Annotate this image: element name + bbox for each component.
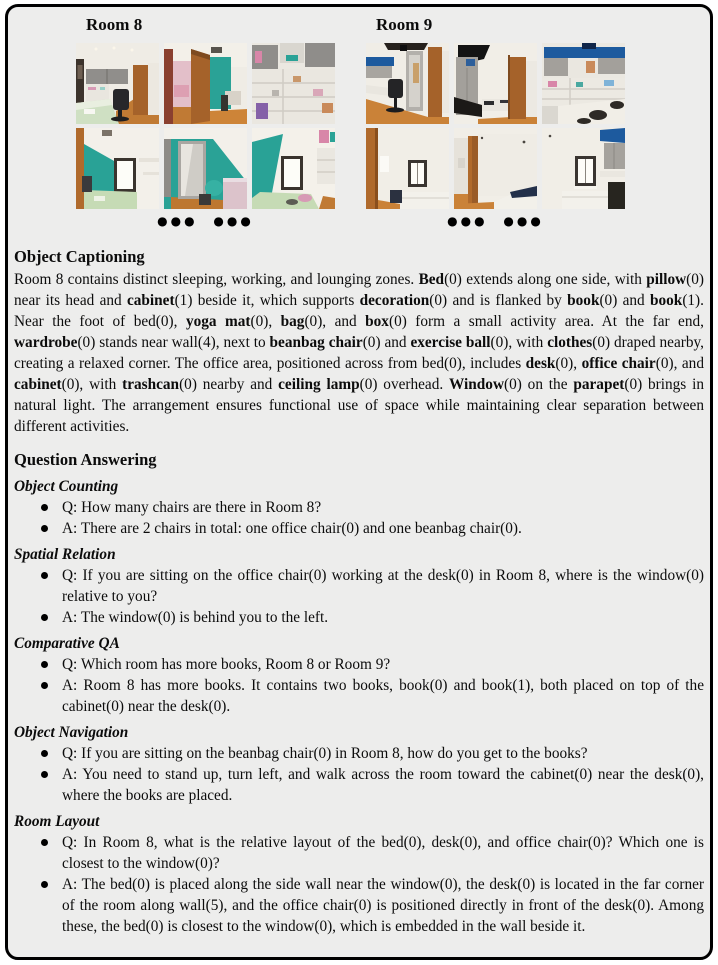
qa-subsection-title: Spatial Relation — [14, 546, 116, 563]
room9-gallery — [366, 15, 625, 228]
figure-panel — [5, 4, 713, 960]
qa-item: Q: If you are sitting on the office chair(0) working at the desk(0) in Room 8, where is the window(0) relative to you? — [14, 565, 704, 607]
room8-photo-2 — [164, 43, 247, 124]
room9-title: Room 9 — [376, 15, 433, 34]
room9-photo-3 — [542, 43, 625, 124]
room9-photo-1 — [366, 43, 449, 124]
room8-photo-6 — [252, 128, 335, 209]
room9-photo-4 — [366, 128, 449, 209]
room9-photo-2 — [454, 43, 537, 124]
qa-item: Q: How many chairs are there in Room 8? — [14, 497, 704, 518]
room8-photo-4 — [76, 128, 159, 209]
room-galleries — [76, 15, 710, 228]
room8-more-photos-indicator: ●●● ●●● — [157, 214, 254, 228]
qa-item: A: Room 8 has more books. It contains two books, book(0) and book(1), both placed on top of the cabinet(0) near the desk(0). — [14, 675, 704, 717]
room9-more-photos-indicator: ●●● ●●● — [447, 214, 544, 228]
room9-photo-6 — [542, 128, 625, 209]
room8-photo-5 — [164, 128, 247, 209]
qa-sections — [14, 476, 704, 937]
object-captioning-heading: Object Captioning — [14, 247, 145, 266]
qa-list — [14, 832, 704, 937]
room8-title: Room 8 — [86, 15, 143, 34]
room9-photo-grid — [366, 43, 625, 209]
qa-list — [14, 565, 704, 628]
room8-photo-1 — [76, 43, 159, 124]
qa-subsection-title: Object Navigation — [14, 724, 129, 741]
qa-item: Q: In Room 8, what is the relative layout of the bed(0), desk(0), and office chair(0)? Which one is closest to the window(0)? — [14, 832, 704, 874]
text-sections — [8, 246, 710, 937]
room8-gallery — [76, 15, 335, 228]
figure-content — [8, 7, 710, 937]
qa-item: A: There are 2 chairs in total: one office chair(0) and one beanbag chair(0). — [14, 518, 704, 539]
qa-item: A: The window(0) is behind you to the left. — [14, 607, 704, 628]
caption-paragraph: Room 8 contains distinct sleeping, working, and lounging zones. Bed(0) extends along one side, with pillow(0) near its head and cabinet(1) beside it, which supports decoration(0) and is flanked by book(0) and book(1). Near the foot of bed(0), yoga mat(0), bag(0), and box(0) form a small activity area. At the far end, wardrobe(0) stands near wall(4), next to beanbag chair(0) and exercise ball(0), with clothes(0) draped nearby, creating a relaxed corner. The office area, positioned across from bed(0), includes desk(0), office chair(0), and cabinet(0), with trashcan(0) nearby and ceiling lamp(0) overhead. Window(0) on the parapet(0) brings in natural light. The arrangement ensures functional use of space while maintaining clear separation between different activities. — [14, 271, 704, 435]
qa-item: Q: Which room has more books, Room 8 or Room 9? — [14, 654, 704, 675]
room8-photo-grid — [76, 43, 335, 209]
qa-item: A: The bed(0) is placed along the side wall near the window(0), the desk(0) is located in the far corner of the room along wall(5), and the office chair(0) is positioned directly in front of the desk(0). Among these, the bed(0) is closest to the window(0), which is embedded in the wall beside it. — [14, 874, 704, 937]
room8-photo-3 — [252, 43, 335, 124]
qa-subsection-title: Comparative QA — [14, 635, 120, 652]
qa-subsection-title: Object Counting — [14, 478, 119, 495]
question-answering-heading: Question Answering — [14, 450, 157, 469]
qa-list — [14, 743, 704, 806]
qa-item: A: You need to stand up, turn left, and walk across the room toward the cabinet(0) near the desk(0), where the books are placed. — [14, 764, 704, 806]
room9-photo-5 — [454, 128, 537, 209]
qa-item: Q: If you are sitting on the beanbag chair(0) in Room 8, how do you get to the books? — [14, 743, 704, 764]
qa-subsection-title: Room Layout — [14, 813, 100, 830]
qa-list — [14, 654, 704, 717]
qa-list — [14, 497, 704, 539]
